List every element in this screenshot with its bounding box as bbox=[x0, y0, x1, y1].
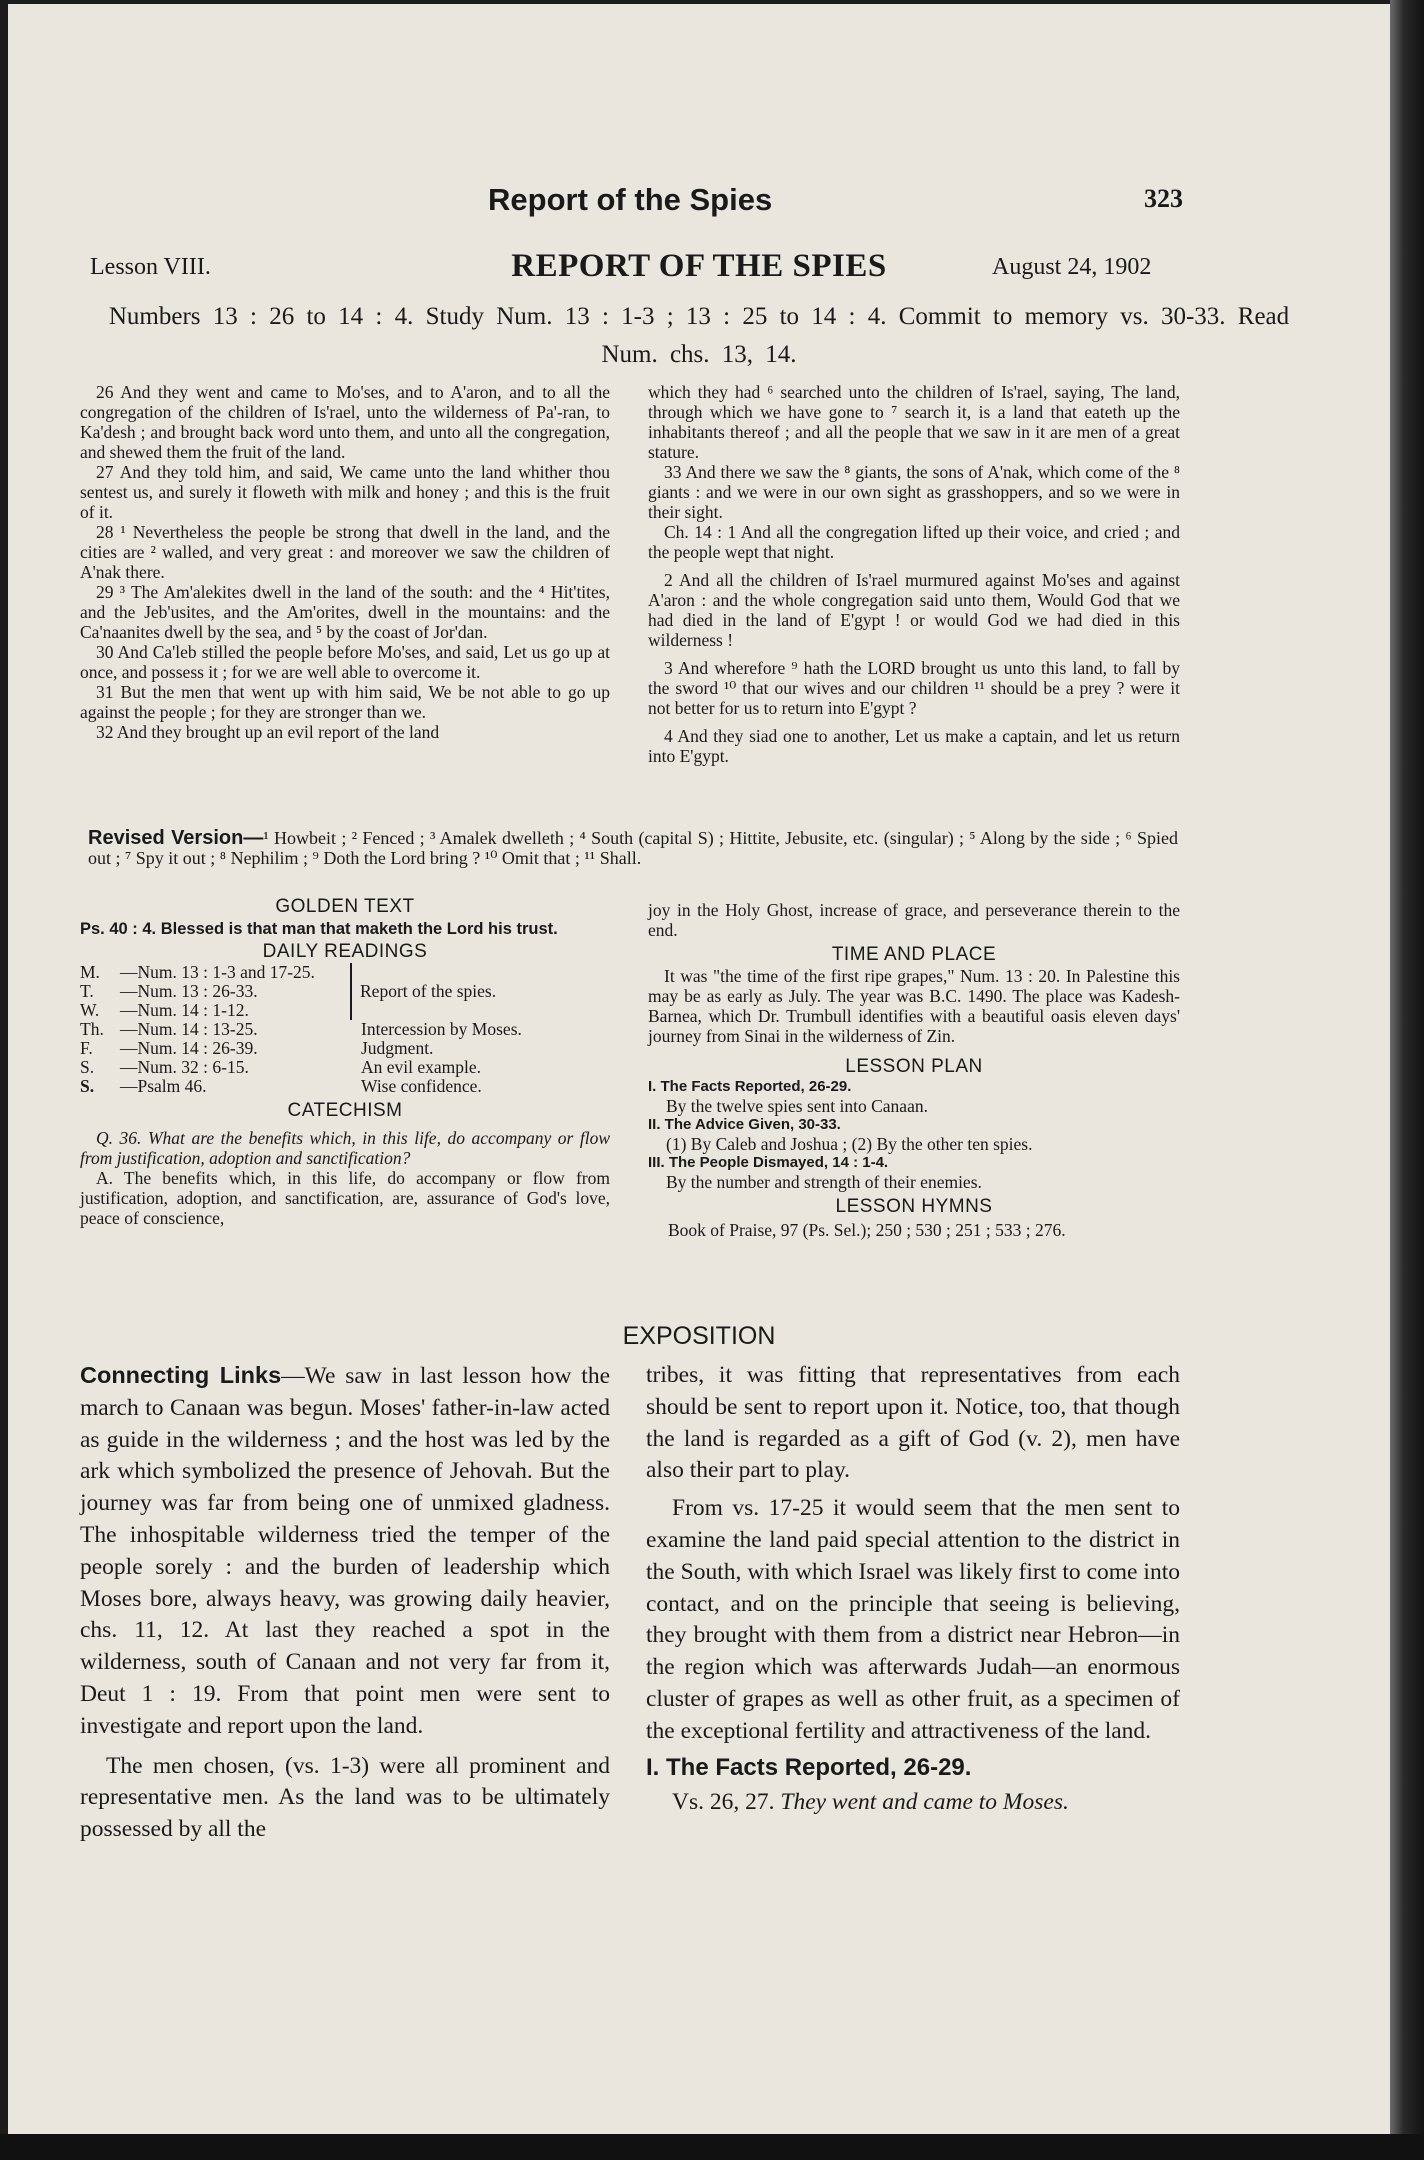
verse-note: Vs. 26, 27. They went and came to Moses. bbox=[672, 1789, 1069, 1816]
exposition-right-column bbox=[646, 1360, 1180, 1819]
catechism-question: Q. 36. What are the benefits which, in this life, do accompany or flow from justification, adoption and sanctification? bbox=[80, 1128, 610, 1168]
verse: 31 But the men that went up with him said, We be not able to go up against the people ; for they are stronger than we. bbox=[80, 682, 610, 722]
verse: 3 And wherefore ⁹ hath the LORD brought us unto this land, to fall by the sword ¹⁰ that our wives and our children ¹¹ should be a prey ? were it not better for us to return into E'gypt ? bbox=[648, 658, 1180, 718]
lesson-date: August 24, 1902 bbox=[992, 254, 1152, 280]
catechism-answer: A. The benefits which, in this life, do accompany or flow from justification, adoption, and sanctification, are, assurance of God's love, peace of conscience, bbox=[80, 1168, 610, 1228]
running-title: Report of the Spies bbox=[488, 182, 773, 217]
reading-row: Th. —Num. 14 : 13-25. Intercession by Moses. bbox=[80, 1019, 522, 1039]
daily-readings-table bbox=[80, 963, 522, 1096]
revised-version-text: ¹ Howbeit ; ² Fenced ; ³ Amalek dwelleth ; ⁴ South (capital S) ; Hittite, Jebusite, etc. (singular) ; ⁵ Along by the side ; ⁶ Spied out ; ⁷ Spy it out ; ⁸ Nephilim ; ⁹ Doth the Lord bring ? ¹⁰ Omit that ; ¹¹ Shall. bbox=[88, 828, 1179, 868]
reading-row: T. —Num. 13 : 26-33. bbox=[80, 981, 258, 1001]
lesson-hymns-heading: LESSON HYMNS bbox=[835, 1196, 993, 1217]
verse: 28 ¹ Nevertheless the people be strong that dwell in the land, and the cities are ² walled, and very great : and moreover we saw the children of A'nak there. bbox=[80, 522, 610, 582]
lesson-plan-heading: LESSON PLAN bbox=[845, 1056, 983, 1077]
lesson-hymns-text: Book of Praise, 97 (Ps. Sel.); 250 ; 530 ; 251 ; 533 ; 276. bbox=[668, 1220, 1066, 1240]
exposition-heading: EXPOSITION bbox=[622, 1322, 776, 1350]
plan-item-title: II. The Advice Given, 30-33. bbox=[648, 1116, 841, 1133]
bracket-note: Report of the spies. bbox=[351, 963, 522, 1020]
time-place-heading: TIME AND PLACE bbox=[831, 944, 997, 965]
verse: 33 And there we saw the ⁸ giants, the sons of A'nak, which come of the ⁸ giants : and we were in our own sight as grasshoppers, and so we were in their sight. bbox=[648, 462, 1180, 522]
book-spine-edge bbox=[1390, 0, 1424, 2160]
revised-version-notes bbox=[88, 828, 1178, 868]
lesson-title: REPORT OF THE SPIES bbox=[511, 248, 887, 284]
plan-item-detail: By the twelve spies sent into Canaan. bbox=[666, 1096, 928, 1116]
reading-row: S. —Num. 32 : 6-15. An evil example. bbox=[80, 1057, 482, 1077]
section-heading: I. The Facts Reported, 26-29. bbox=[646, 1753, 972, 1781]
revised-version-label: Revised Version— bbox=[88, 827, 264, 849]
lesson-plan-list bbox=[648, 1078, 1180, 1192]
scripture-reference: Numbers 13 : 26 to 14 : 4. Study Num. 13 : 1-3 ; 13 : 25 to 14 : 4. Commit to memory vs. 30-33. Read Num. chs. 13, 14. bbox=[108, 303, 1290, 368]
right-info-column bbox=[648, 900, 1180, 1240]
exposition-paragraph: Connecting Links—We saw in last lesson how the march to Canaan was begun. Moses' father-in-law acted as guide in the wilderness ; and the host was led by the ark which symbolized the presence of Jehovah. But the journey was far from being one of unmixed gladness. The inhospitable wilderness tried the temper of the people sorely : and the burden of leadership which Moses bore, always heavy, was growing daily heavier, chs. 11, 12. At last they reached a spot in the wilderness, south of Canaan and not very far from it, Deut 1 : 19. From that point men were sent to investigate and report upon the land. bbox=[80, 1362, 610, 1739]
exposition-paragraph: The men chosen, (vs. 1-3) were all prominent and representative men. As the land was to be ultimately possessed by all the bbox=[80, 1752, 610, 1843]
exposition-paragraph: tribes, it was fitting that representatives from each should be sent to report upon it. Notice, too, that though the land is regarded as a gift of God (v. 2), men have also their part to play. bbox=[646, 1362, 1180, 1484]
reading-row: W. —Num. 14 : 1-12. bbox=[80, 1000, 249, 1020]
catechism-heading: CATECHISM bbox=[287, 1100, 403, 1121]
connecting-links-lead: Connecting Links bbox=[80, 1362, 282, 1388]
catechism-answer-continued: joy in the Holy Ghost, increase of grace, and perseverance therein to the end. bbox=[648, 900, 1180, 940]
book-page bbox=[8, 4, 1390, 2134]
lesson-label: Lesson VIII. bbox=[90, 254, 211, 280]
plan-item-detail: (1) By Caleb and Joshua ; (2) By the other ten spies. bbox=[666, 1134, 1033, 1154]
scripture-left-column bbox=[80, 382, 610, 742]
time-place-text: It was "the time of the first ripe grapes," Num. 13 : 20. In Palestine this may be as early as July. The year was B.C. 1490. The place was Kadesh-Barnea, which Dr. Trumbull identifies with a beautiful oasis eleven days' journey from Sinai in the wilderness of Zin. bbox=[648, 966, 1180, 1046]
verse: 2 And all the children of Is'rael murmured against Mo'ses and against A'aron : and the whole congregation said unto them, Would God that we had died in the land of E'gypt ! or would God we had died in this wilderness ! bbox=[648, 570, 1180, 650]
reading-row: M. —Num. 13 : 1-3 and 17-25. Report of the spies. bbox=[80, 963, 522, 982]
verse: 30 And Ca'leb stilled the people before Mo'ses, and said, Let us go up at once, and possess it ; for we are well able to overcome it. bbox=[80, 642, 610, 682]
exposition-paragraph: From vs. 17-25 it would seem that the men sent to examine the land paid special attention to the district in the South, with which Israel was likely first to come into contact, and on the principle that seeing is believing, they brought with them from a district near Hebron—in the region which was afterwards Judah—an enormous cluster of grapes as well as other fruit, as a specimen of the exceptional fertility and attractiveness of the land. bbox=[646, 1495, 1180, 1744]
verse: which they had ⁶ searched unto the children of Is'rael, saying, The land, through which we have gone to ⁷ search it, is a land that eateth up the inhabitants thereof ; and all the people that we saw in it are men of a great stature. bbox=[648, 382, 1180, 462]
plan-item-detail: By the number and strength of their enemies. bbox=[666, 1172, 982, 1192]
page-number: 323 bbox=[1144, 184, 1183, 213]
scripture-right-column bbox=[648, 382, 1180, 766]
verse: 27 And they told him, and said, We came unto the land whither thou sentest us, and surely it floweth with milk and honey ; and this is the fruit of it. bbox=[80, 462, 610, 522]
golden-text-heading: GOLDEN TEXT bbox=[275, 896, 415, 917]
verse: Ch. 14 : 1 And all the congregation lifted up their voice, and cried ; and the people wept that night. bbox=[648, 522, 1180, 562]
verse: 32 And they brought up an evil report of the land bbox=[96, 722, 440, 742]
verse: 29 ³ The Am'alekites dwell in the land of the south: and the ⁴ Hit'tites, and the Jeb'usites, and the Am'orites, dwell in the mountains: and the Ca'naanites dwell by the sea, and ⁵ by the coast of Jor'dan. bbox=[80, 582, 610, 642]
reading-row: F. —Num. 14 : 26-39. Judgment. bbox=[80, 1038, 434, 1058]
daily-readings-heading: DAILY READINGS bbox=[262, 941, 428, 962]
verse: 4 And they siad one to another, Let us make a captain, and let us return into E'gypt. bbox=[648, 726, 1180, 766]
left-info-column bbox=[80, 896, 610, 1228]
bottom-margin bbox=[0, 2134, 1424, 2160]
exposition-left-column bbox=[80, 1360, 610, 1846]
plan-item-title: I. The Facts Reported, 26-29. bbox=[648, 1078, 852, 1095]
golden-text: Ps. 40 : 4. Blessed is that man that maketh the Lord his trust. bbox=[80, 920, 558, 938]
reading-row: S. —Psalm 46. Wise confidence. bbox=[80, 1076, 482, 1096]
verse: 26 And they went and came to Mo'ses, and to A'aron, and to all the congregation of the children of Is'rael, unto the wilderness of Pa'-ran, to Ka'desh ; and brought back word unto them, and unto all the congregation, and shewed them the fruit of the land. bbox=[80, 382, 610, 462]
plan-item-title: III. The People Dismayed, 14 : 1-4. bbox=[648, 1154, 889, 1171]
